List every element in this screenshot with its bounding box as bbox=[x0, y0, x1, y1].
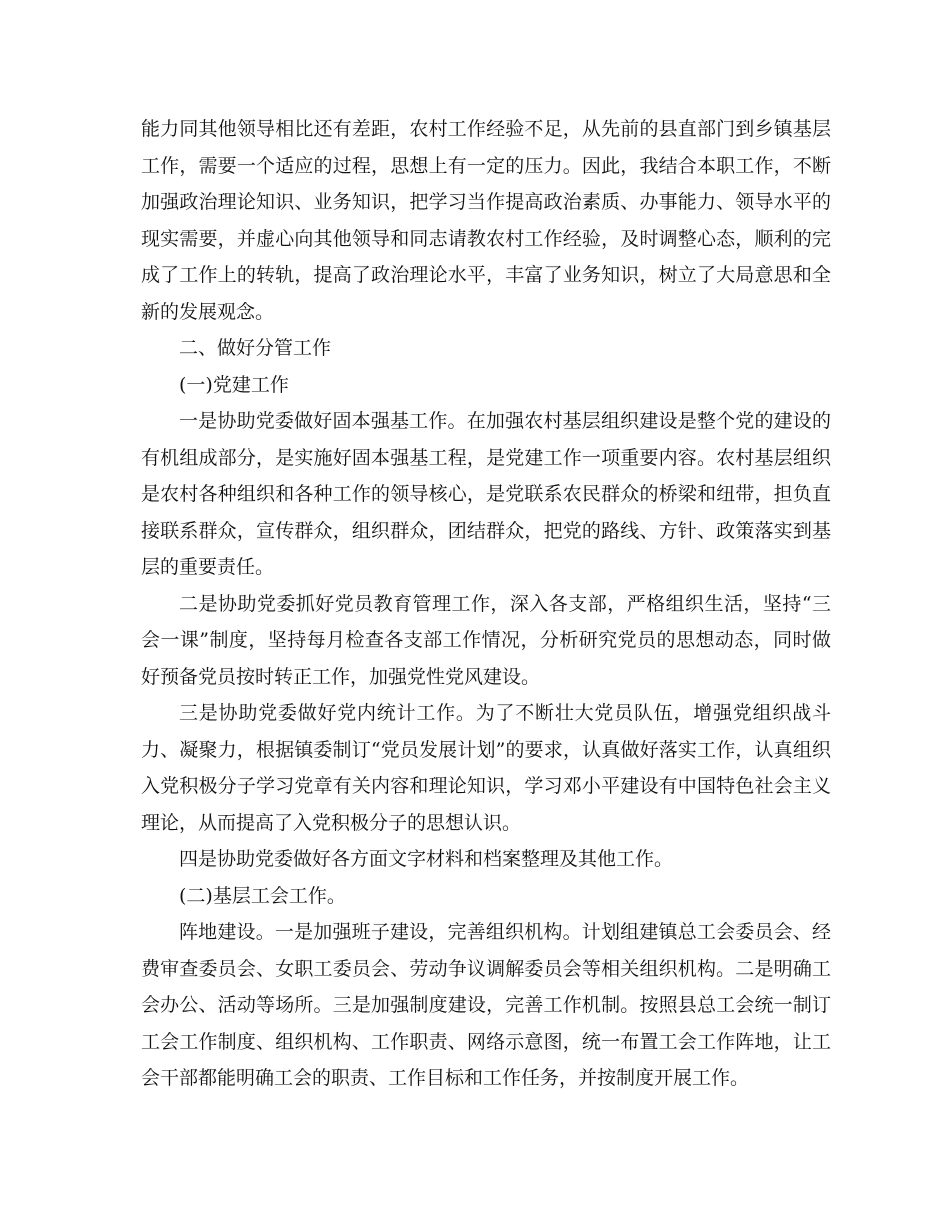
paragraph-zhendi-jianshe: 阵地建设。一是加强班子建设，完善组织机构。计划组建镇总工会委员会、经费审查委员会、女职工委员会、劳动争议调解委员会等相关组织机构。二是明确工会办公、活动等场所。三是加强制度建设，完善工作机制。按照县总工会统一制订工会工作制度、组织机构、工作职责、网络示意图，统一布置工会工作阵地，让工会干部都能明确工会的职责、工作目标和工作任务，并按制度开展工作。 bbox=[141, 921, 831, 1089]
paragraph-wenzi-cailiao: 四是协助党委做好各方面文字材料和档案整理及其他工作。 bbox=[179, 848, 674, 870]
section-heading-fenguan: 二、做好分管工作 bbox=[179, 337, 332, 359]
subsection-heading-dangjian: (一)党建工作 bbox=[179, 373, 289, 396]
subsection-heading-gonghui: (二)基层工会工作。 bbox=[179, 884, 346, 907]
paragraph-continuation: 能力同其他领导相比还有差距，农村工作经验不足，从先前的县直部门到乡镇基层工作，需要一个适应的过程，思想上有一定的压力。因此，我结合本职工作，不断加强政治理论知识、业务知识，把学习当作提高政治素质、办事能力、领导水平的现实需要，并虚心向其他领导和同志请教农村工作经验，及时调整心态，顺利的完成了工作上的转轨，提高了政治理论水平，丰富了业务知识，树立了大局意思和全新的发展观念。 bbox=[141, 118, 831, 323]
paragraph-gubenqiangji: 一是协助党委做好固本强基工作。在加强农村基层组织建设是整个党的建设的有机组成部分，是实施好固本强基工程，是党建工作一项重要内容。农村基层组织是农村各种组织和各种工作的领导核心，是党联系农民群众的桥梁和纽带，担负直接联系群众，宣传群众，组织群众，团结群众，把党的路线、方针、政策落实到基层的重要责任。 bbox=[141, 410, 831, 578]
paragraph-dangnei-tongji: 三是协助党委做好党内统计工作。为了不断壮大党员队伍，增强党组织战斗力、凝聚力，根据镇委制订“党员发展计划”的要求，认真做好落实工作，认真组织入党积极分子学习党章有关内容和理论知识，学习邓小平建设有中国特色社会主义理论，从而提高了入党积极分子的思想认识。 bbox=[141, 702, 831, 834]
paragraph-dangyuan-jiaoyu: 二是协助党委抓好党员教育管理工作，深入各支部，严格组织生活，坚持“三会一课”制度，坚持每月检查各支部工作情况，分析研究党员的思想动态，同时做好预备党员按时转正工作，加强党性党风建设。 bbox=[141, 592, 831, 688]
document-body bbox=[141, 111, 831, 1097]
